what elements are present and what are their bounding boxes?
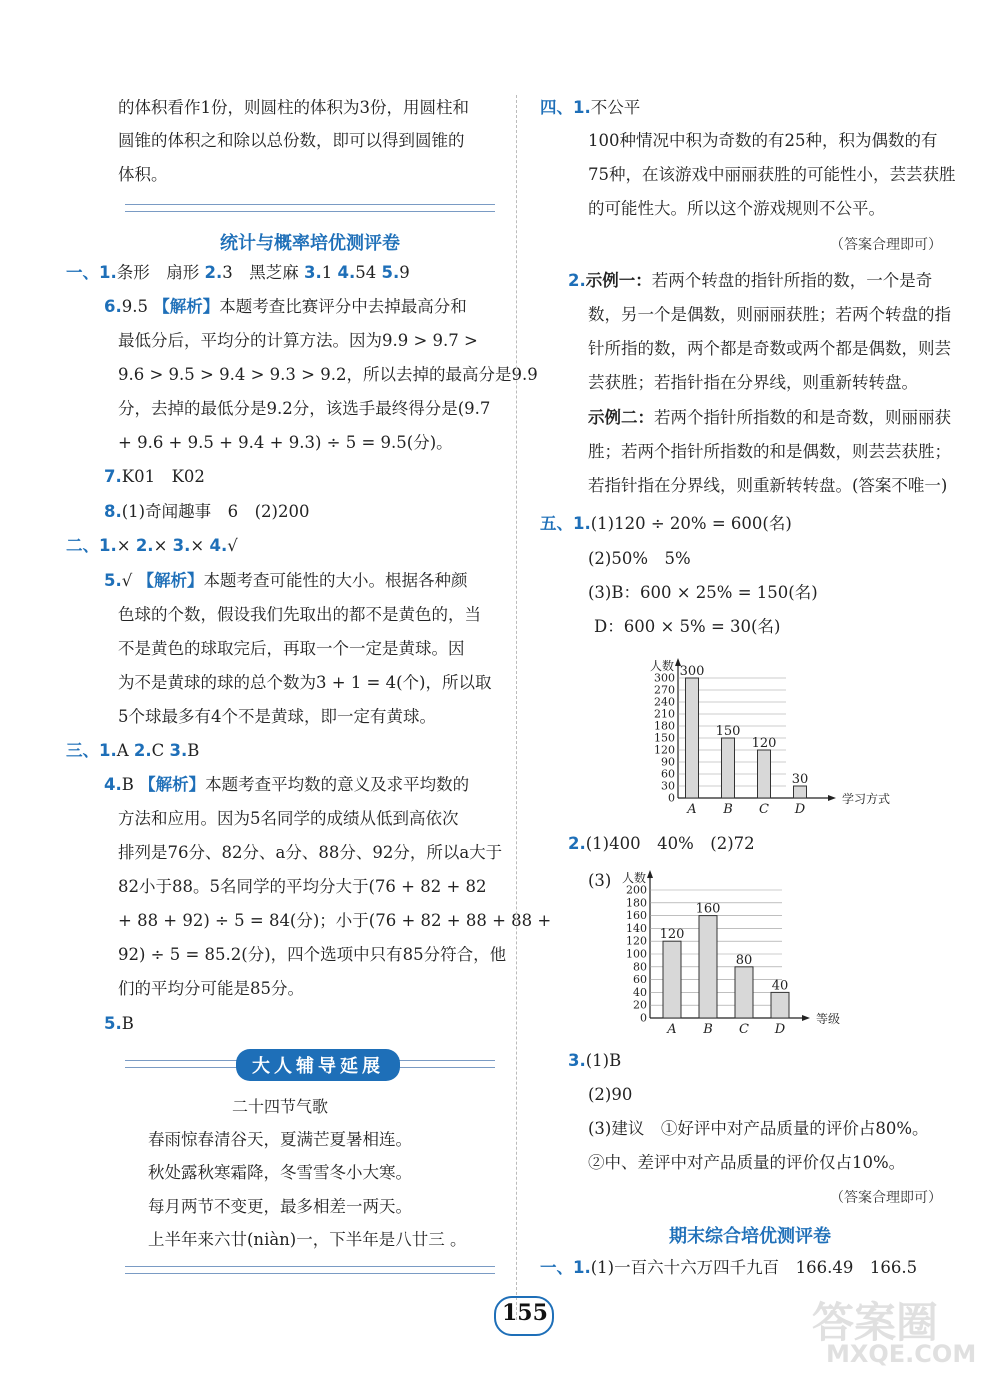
s5-q1-line: D：600 × 5% = 30(名) bbox=[594, 617, 781, 636]
y-tick-label: 100 bbox=[626, 947, 647, 961]
y-tick-label: 240 bbox=[654, 695, 675, 709]
poem-line: 上半年来六廿(niàn)一，下半年是八廿三 。 bbox=[148, 1230, 467, 1249]
s2-q5-line: 5个球最多有4个不是黄球，即一定有黄球。 bbox=[118, 707, 436, 726]
answer: (1)400 40% (2)72 bbox=[585, 834, 755, 853]
y-tick-label: 30 bbox=[661, 779, 675, 793]
answer: √ bbox=[227, 536, 238, 555]
s5-q3-line: ②中、差评中对产品质量的评价仅占10%。 bbox=[588, 1153, 906, 1172]
answer: 3 黑芝麻 bbox=[222, 263, 299, 282]
poem-line: 秋处露秋寒霜降，冬雪雪冬小大寒。 bbox=[148, 1163, 412, 1182]
answer: × bbox=[190, 536, 205, 555]
category-label: A bbox=[667, 1022, 677, 1036]
watermark-url: MXQE.COM bbox=[826, 1340, 977, 1368]
s3-q5 bbox=[104, 1013, 134, 1035]
s4-q2-ex2 bbox=[588, 407, 951, 429]
bar bbox=[686, 678, 699, 798]
s3-q4-line: 82小于88。5名同学的平均分大于(76 + 82 + 82 bbox=[118, 877, 487, 896]
y-tick-label: 180 bbox=[626, 896, 647, 910]
category-label: C bbox=[759, 802, 769, 817]
answer: 1 bbox=[321, 263, 333, 282]
s2-q5-line: 色球的个数，假设我们先取出的都不是黄色的，当 bbox=[118, 605, 481, 624]
y-tick-label: 120 bbox=[654, 743, 675, 757]
q-num: 5. bbox=[104, 571, 122, 590]
s3-q4-line: 排列是76分、82分、a分、88分、92分，所以a大于 bbox=[118, 843, 503, 862]
y-tick-label: 120 bbox=[626, 934, 647, 948]
s4-q2-line: 数，另一个是偶数，则丽丽获胜；若两个转盘的指 bbox=[588, 305, 951, 324]
intro-line-2: 圆锥的体积之和除以总份数，即可以得到圆锥的 bbox=[118, 131, 465, 150]
answer: (1)奇闻趣事 6 (2)200 bbox=[121, 502, 310, 521]
s4-q2-line: 针所指的数，两个都是奇数或两个都是偶数，则芸 bbox=[588, 339, 951, 358]
s4-q2 bbox=[568, 270, 932, 292]
answer: A bbox=[116, 741, 129, 760]
section-label: 五、 bbox=[540, 514, 573, 533]
q-num: 1. bbox=[573, 98, 591, 117]
q-num: 2. bbox=[133, 741, 152, 760]
intro-line-3: 体积。 bbox=[118, 165, 168, 184]
s5-q1 bbox=[540, 513, 792, 535]
q-num: 7. bbox=[104, 467, 122, 486]
poem-title: 二十四节气歌 bbox=[232, 1097, 329, 1116]
q-num: 5. bbox=[381, 263, 400, 282]
s1-q6-line: 分，去掉的最低分是9.2分，该选手最终得分是(9.7 bbox=[118, 399, 491, 418]
s1-answers-row bbox=[66, 262, 410, 284]
answer: 不公平 bbox=[590, 98, 641, 117]
answer: 条形 扇形 bbox=[116, 263, 200, 282]
section-divider bbox=[125, 204, 495, 212]
watermark-logo: 答案圈 bbox=[812, 1298, 939, 1347]
category-label: D bbox=[774, 1022, 786, 1036]
page-number: 155 bbox=[502, 1300, 548, 1326]
section-label: 一、 bbox=[66, 263, 99, 282]
analysis-text: 本题考查平均数的意义及求平均数的 bbox=[205, 775, 470, 794]
s4-q1-line: 的可能性大。所以这个游戏规则不公平。 bbox=[588, 199, 885, 218]
analysis-tag: 【解析】 bbox=[153, 297, 220, 316]
x-axis-label: 等级 bbox=[816, 1012, 841, 1026]
data-label: 80 bbox=[735, 952, 753, 968]
poem-line: 春雨惊春清谷天，夏满芒夏暑相连。 bbox=[148, 1130, 412, 1149]
q-num: 3. bbox=[568, 1051, 586, 1070]
data-label: 120 bbox=[751, 736, 777, 751]
y-tick-label: 200 bbox=[626, 883, 647, 897]
y-tick-label: 40 bbox=[633, 985, 647, 999]
y-axis-label: 人数 bbox=[621, 871, 646, 885]
q-num: 6. bbox=[104, 297, 122, 316]
section-label: 一、 bbox=[540, 1258, 573, 1277]
answer: B bbox=[187, 741, 200, 760]
q-num: 2. bbox=[135, 536, 154, 555]
category-label: B bbox=[723, 802, 733, 817]
bar bbox=[794, 786, 807, 798]
s2-q5 bbox=[104, 570, 468, 592]
y-axis-label: 人数 bbox=[649, 659, 674, 673]
q-num: 8. bbox=[104, 502, 122, 521]
y-tick-label: 300 bbox=[654, 671, 675, 685]
q-num: 1. bbox=[99, 741, 117, 760]
extension-badge: 大人辅导延展 bbox=[236, 1049, 400, 1081]
y-tick-label: 150 bbox=[654, 731, 675, 745]
analysis-text: 本题考查比赛评分中去掉最高分和 bbox=[219, 297, 467, 316]
answer: (1)B bbox=[585, 1051, 622, 1070]
data-label: 160 bbox=[695, 901, 721, 917]
example-tag: 示例二： bbox=[588, 408, 654, 427]
q-num: 5. bbox=[104, 1014, 122, 1033]
y-tick-label: 160 bbox=[626, 909, 647, 923]
category-label: C bbox=[739, 1022, 749, 1036]
poem-line: 每月两节不变更，最多相差一两天。 bbox=[148, 1197, 412, 1216]
y-tick-label: 20 bbox=[633, 998, 647, 1012]
answer: × bbox=[116, 536, 131, 555]
s4-q1-line: 100种情况中积为奇数的有25种，积为偶数的有 bbox=[588, 131, 938, 150]
answer: 54 bbox=[355, 263, 377, 282]
column-separator bbox=[516, 95, 517, 1320]
s2-q5-line: 不是黄色的球取完后，再取一个一定是黄球。因 bbox=[118, 639, 465, 658]
section-title-stats: 统计与概率培优测评卷 bbox=[220, 233, 400, 254]
bar bbox=[722, 738, 735, 798]
s5-q3-line: (3)建议 ①好评中对产品质量的评价占80%。 bbox=[588, 1119, 929, 1138]
bar bbox=[758, 750, 771, 798]
x-axis-label: 学习方式 bbox=[842, 792, 891, 806]
y-axis-arrow bbox=[647, 870, 653, 878]
q-num: 1. bbox=[573, 514, 591, 533]
s4-q1-line: 75种，在该游戏中丽丽获胜的可能性小，芸芸获胜 bbox=[588, 165, 956, 184]
answer: B bbox=[121, 775, 134, 794]
x-axis-arrow bbox=[828, 795, 836, 801]
s5-q1-line: (2)50% 5% bbox=[588, 549, 691, 568]
s1-q6-line: + 9.6 + 9.5 + 9.4 + 9.3) ÷ 5 = 9.5(分)。 bbox=[118, 433, 453, 452]
section-label: 三、 bbox=[66, 741, 99, 760]
s5-q1-line: (3)B：600 × 25% = 150(名) bbox=[588, 583, 818, 602]
s3-q4-line: 方法和应用。因为5名同学的成绩从低到高依次 bbox=[118, 809, 459, 828]
y-tick-label: 60 bbox=[633, 973, 647, 987]
category-label: D bbox=[794, 802, 806, 817]
answer: C bbox=[151, 741, 165, 760]
answer: 若两个转盘的指针所指的数，一个是奇 bbox=[651, 271, 933, 290]
bottom-divider bbox=[125, 1266, 495, 1274]
s3-q4-line: 们的平均分可能是85分。 bbox=[118, 979, 304, 998]
q-num: 4. bbox=[209, 536, 228, 555]
section-label: 二、 bbox=[66, 536, 99, 555]
bar-chart-grade bbox=[612, 866, 842, 1036]
answer: × bbox=[153, 536, 168, 555]
data-label: 40 bbox=[771, 978, 789, 994]
q-num: 2. bbox=[568, 271, 586, 290]
q-num: 4. bbox=[337, 263, 356, 282]
answer: (1)120 ÷ 20% = 600(名) bbox=[590, 514, 792, 533]
s3-q4-line: 92) ÷ 5 = 85.2(分)，四个选项中只有85分符合，他 bbox=[118, 945, 507, 964]
s5-q3 bbox=[568, 1050, 621, 1072]
answer: 9 bbox=[399, 263, 410, 282]
s1-q6-line: 最低分后，平均分的计算方法。因为9.9 > 9.7 > bbox=[118, 331, 478, 350]
data-label: 120 bbox=[659, 927, 685, 943]
y-tick-label: 90 bbox=[661, 755, 675, 769]
answer: (1)一百六十六万四千九百 166.49 166.5 bbox=[590, 1258, 918, 1277]
analysis-text: 本题考查可能性的大小。根据各种颜 bbox=[203, 571, 468, 590]
q-num: 2. bbox=[568, 834, 586, 853]
answer: √ bbox=[121, 571, 133, 590]
q-num: 1. bbox=[99, 536, 117, 555]
y-tick-label: 0 bbox=[640, 1011, 647, 1025]
s4-q1 bbox=[540, 97, 640, 119]
y-tick-label: 60 bbox=[661, 767, 675, 781]
s5-q3-line: (2)90 bbox=[588, 1085, 633, 1104]
q-num: 1. bbox=[573, 1258, 591, 1277]
intro-line-1: 的体积看作1份，则圆柱的体积为3份，用圆柱和 bbox=[118, 98, 469, 117]
s1-q6-line: 9.6 > 9.5 > 9.4 > 9.3 > 9.2，所以去掉的最高分是9.9 bbox=[118, 365, 538, 384]
s4-q2-line: 胜；若两个指针所指数的和是偶数，则芸芸获胜； bbox=[588, 442, 951, 461]
data-label: 150 bbox=[715, 724, 741, 739]
section-title-final: 期末综合培优测评卷 bbox=[669, 1226, 831, 1247]
bar-chart-learning-method bbox=[640, 650, 910, 830]
q-num: 3. bbox=[304, 263, 322, 282]
s3-q4-line: + 88 + 92) ÷ 5 = 84(分)；小于(76 + 82 + 88 + 88 + bbox=[118, 911, 552, 930]
bar bbox=[735, 967, 753, 1018]
bar bbox=[771, 992, 789, 1018]
y-tick-label: 140 bbox=[626, 921, 647, 935]
q-num: 4. bbox=[104, 775, 122, 794]
s4-q2-line: 若指针指在分界线，则重新转转盘。(答案不唯一) bbox=[588, 476, 948, 495]
s3-q4 bbox=[104, 774, 469, 796]
s2-q5-line: 为不是黄球的球的总个数为3 + 1 = 4(个)，所以取 bbox=[118, 673, 492, 692]
bar bbox=[699, 916, 717, 1018]
y-tick-label: 0 bbox=[668, 791, 675, 805]
q-num: 3. bbox=[169, 741, 188, 760]
q-num: 2. bbox=[204, 263, 223, 282]
y-tick-label: 80 bbox=[633, 960, 647, 974]
answer: 9.5 bbox=[121, 297, 148, 316]
y-tick-label: 270 bbox=[654, 683, 675, 697]
analysis-tag: 【解析】 bbox=[137, 571, 204, 590]
q-num: 1. bbox=[99, 263, 117, 282]
answer-note: （答案合理即可） bbox=[830, 1190, 942, 1206]
s2-answers-row bbox=[66, 535, 238, 557]
analysis-tag: 【解析】 bbox=[139, 775, 206, 794]
category-label: A bbox=[687, 802, 697, 817]
category-label: B bbox=[703, 1022, 713, 1036]
final-q1 bbox=[540, 1257, 917, 1279]
y-tick-label: 210 bbox=[654, 707, 675, 721]
s5-q2 bbox=[568, 833, 755, 855]
x-axis-arrow bbox=[802, 1015, 810, 1021]
s3-answers-row bbox=[66, 740, 199, 762]
s1-q6 bbox=[104, 296, 467, 318]
answer: K01 K02 bbox=[121, 467, 205, 486]
data-label: 30 bbox=[791, 772, 809, 787]
data-label: 300 bbox=[679, 664, 705, 679]
s4-q2-line: 芸获胜；若指针指在分界线，则重新转转盘。 bbox=[588, 373, 918, 392]
s1-q8 bbox=[104, 501, 310, 523]
answer: 若两个指针所指数的和是奇数，则丽丽获 bbox=[654, 408, 951, 427]
s5-q2-part3: (3) bbox=[588, 871, 612, 890]
example-tag: 示例一： bbox=[585, 271, 652, 290]
answer-note: （答案合理即可） bbox=[830, 237, 942, 253]
q-num: 3. bbox=[172, 536, 191, 555]
s1-q7 bbox=[104, 466, 205, 488]
bar bbox=[663, 941, 681, 1018]
y-tick-label: 180 bbox=[654, 719, 675, 733]
answer: B bbox=[121, 1014, 134, 1033]
section-label: 四、 bbox=[540, 98, 573, 117]
